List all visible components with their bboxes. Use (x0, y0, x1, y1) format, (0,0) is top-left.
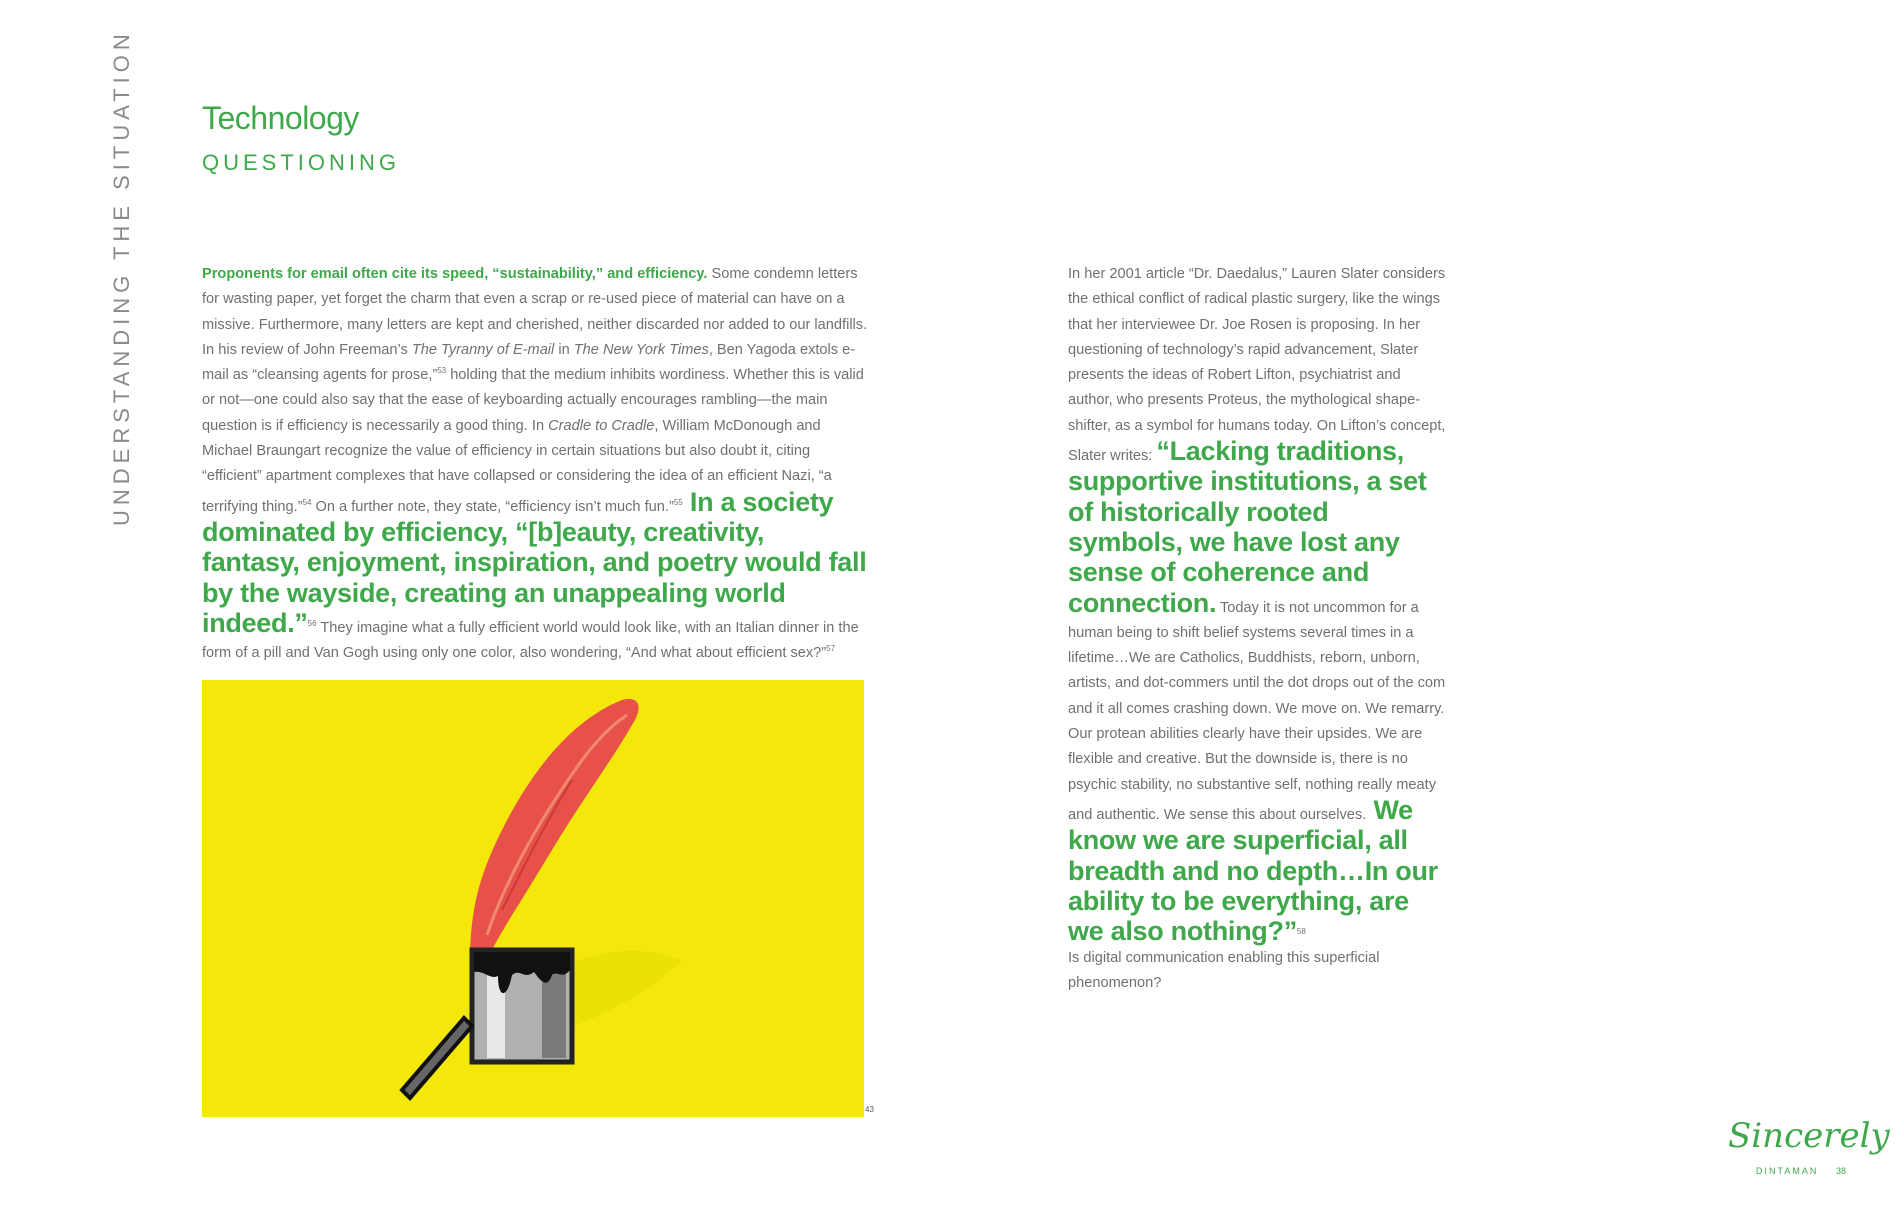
body-text: holding that the medium inhibits wordiness. Whether this is valid or not—one could also say that the ease of keyboarding actually encourages rambling—the main question is if efficiency is necessarily a good thing. In (202, 367, 864, 434)
footnote-ref: 56 (307, 619, 317, 628)
body-text: , William McDonough and Michael Braungart recognize the value of efficiency in certain situations but also doubt it, citing “efficient” apartment complexes that have collapsed or considering the idea of an efficient Nazi, “a terrifying thing.” (202, 417, 832, 515)
left-column-text (202, 262, 868, 666)
section-label-vertical: UNDERSTANDING THE SITUATION (109, 29, 134, 526)
image-credit: 43 (865, 1105, 874, 1114)
body-text: Today it is not uncommon for a human being to shift belief systems several times in a lifetime…We are Catholics, Buddhists, reborn, unborn, artists, and dot-commers until the dot drops out of the com and it all comes crashing down. We move on. We remarry. Our protean abilities clearly have their upsides. We are flexible and creative. But the downside is, there is no psychic stability, no substantive self, nothing really meaty and authentic. We sense this about ourselves. (1068, 599, 1446, 823)
sincerely-logo (1728, 1116, 1890, 1196)
footnote-ref: 55 (673, 497, 683, 507)
body-text: On a further note, they state, “efficiency isn’t much fun.” (311, 498, 674, 515)
paint-can-illustration (202, 680, 864, 1117)
page-title: Technology (202, 100, 359, 136)
pull-quote: In a society dominated by efficiency, “[b]eauty, creativity, fantasy, enjoyment, inspiration, and poetry would fall by the wayside, creating an unappealing world indeed.” (202, 486, 867, 638)
body-text: , Ben Yagoda extols e-mail as “cleansing agents for prose,” (202, 341, 856, 384)
pull-quote: …In our ability to be everything, are we also nothing?” (1068, 855, 1438, 947)
page-subtitle: QUESTIONING (202, 150, 401, 175)
pull-quote: “Lacking traditions, supportive institutions, a set of historically rooted symbols, we have lost any sense of coherence and connection. (1068, 436, 1427, 618)
footnote-ref: 57 (826, 644, 836, 654)
book-title: Cradle to Cradle (548, 417, 655, 434)
body-text: In her 2001 article “Dr. Daedalus,” Lauren Slater considers the ethical conflict of radical plastic surgery, like the wings that her interviewee Dr. Joe Rosen is proposing. In her questioning of technology’s rapid advancement, Slater presents the ideas of Robert Lifton, psychiatrist and author, who presents Proteus, the mythological shape-shifter, as a symbol for humans today. On Lifton’s concept, Slater writes: (1068, 266, 1446, 465)
page-number: 38 (1836, 1166, 1847, 1176)
closing-question: Is digital communication enabling this superficial phenomenon? (1068, 950, 1380, 992)
pull-quote-emphasis: all breadth and no depth (1068, 825, 1408, 886)
book-title: The Tyranny of E-mail (411, 341, 555, 358)
body-text: in (554, 341, 574, 358)
footnote-ref: 54 (302, 497, 312, 507)
newspaper-title: The New York Times (573, 341, 709, 358)
right-column-text (1068, 262, 1448, 949)
pull-quote: We know we are superficial, (1068, 794, 1413, 856)
lead-sentence: Proponents for email often cite its speed, “sustainability,” and efficiency. (202, 266, 708, 282)
logo-name: DINTAMAN (1756, 1166, 1819, 1176)
body-text: Some condemn letters for wasting paper, yet forget the charm that even a scrap or re-used piece of material can have on a missive. Furthermore, many letters are kept and cherished, neither discarded nor added to our landfills. In his review of John Freeman’s (202, 266, 868, 358)
body-text: They imagine what a fully efficient world would look like, with an Italian dinner in the form of a pill and Van Gogh using only one color, also wondering, “And what about efficient sex?” (202, 619, 859, 662)
logo-script: Sincerely (1728, 1116, 1890, 1156)
footnote-ref: 53 (437, 366, 447, 376)
footnote-ref: 58 (1296, 927, 1306, 937)
paint-can-svg (202, 680, 864, 1117)
paint-can-lid (402, 1018, 472, 1098)
